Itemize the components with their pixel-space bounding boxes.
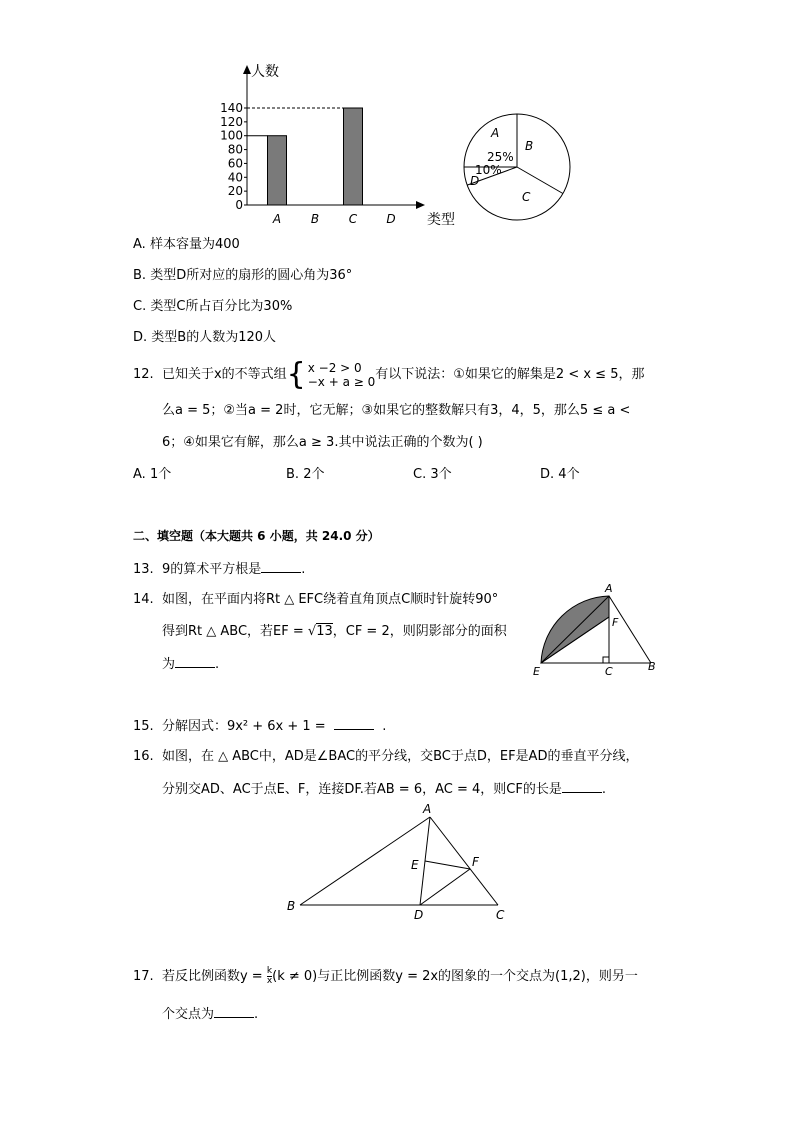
bar-c (344, 108, 363, 205)
bar-a (268, 136, 287, 205)
q11-option-d: D. 类型B的人数为120人 (133, 330, 277, 345)
segment-ef (425, 861, 470, 869)
section-title: 二、填空题（本大题共 6 小题，共 24.0 分） (133, 529, 380, 543)
x-axis-label: 类型 (427, 212, 455, 228)
x-tick-label: B (310, 212, 320, 226)
y-tick-label: 60 (227, 156, 243, 171)
label-a: A (605, 582, 613, 595)
label-a: A (423, 802, 432, 816)
label-c: C (496, 908, 505, 922)
answer-blank[interactable] (261, 560, 301, 573)
pie-label-c: C (522, 190, 531, 204)
label-b: B (287, 899, 296, 913)
q11-option-c: C. 类型C所占百分比为30% (133, 299, 293, 314)
sqrt-argument: 13 (316, 624, 333, 639)
q15: 15. 分解因式：9x² + 6x + 1 = . (133, 719, 387, 734)
right-angle-mark (603, 657, 609, 663)
y-tick-label: 100 (220, 128, 243, 143)
label-f: F (612, 616, 619, 629)
triangle-figure (280, 800, 520, 925)
answer-blank[interactable] (214, 1005, 254, 1018)
y-tick-label: 120 (220, 114, 243, 129)
pie-chart (455, 105, 580, 230)
q17-line1: 17. 若反比例函数y = $\frac{k}{x}$ (k ≠ 0)与正比例函数y = 2x的图象的一个交点为(1,2)，则另一 (133, 966, 638, 986)
q17-line2: 个交点为 . (162, 1007, 259, 1022)
q11-option-a: A. 样本容量为400 (133, 237, 240, 252)
y-axis-label: 人数 (251, 64, 279, 80)
label-e: E (411, 858, 419, 872)
label-b: B (648, 660, 656, 673)
q12-option-a: A. 1个 (133, 467, 172, 482)
inequality-system: x −2 > 0 −x + a ≥ 0 (307, 360, 376, 389)
x-tick-label: D (386, 212, 396, 226)
label-f: F (472, 855, 479, 869)
y-tick-label: 0 (235, 198, 243, 212)
q12-option-b: B. 2个 (286, 467, 325, 482)
system-brace: { (286, 356, 306, 392)
pie-label-a: A (491, 126, 500, 140)
q12-line1: 12. 已知关于x的不等式组{ x −2 > 0 −x + a ≥ 0 有以下说法：①如果它的解集是2 < x ≤ 5，那 (133, 356, 645, 392)
sqrt-symbol: √ (307, 624, 317, 639)
segment-ab (609, 596, 651, 663)
pie-label-b: B (525, 139, 534, 153)
rotation-figure (528, 580, 668, 680)
q14-line1: 14. 如图，在平面内将Rt △ EFC绕着直角顶点C顺时针旋转90° (133, 592, 499, 607)
q13: 13. 9的算术平方根是 . (133, 562, 306, 577)
q16-line2: 分别交AD、AC于点E、F，连接DF.若AB = 6，AC = 4，则CF的长是 . (162, 782, 606, 797)
q14-line2: 得到Rt △ ABC，若EF = √13，CF = 2，则阴影部分的面积 (162, 624, 507, 639)
y-tick-label: 80 (227, 142, 243, 157)
q14-line3: 为 . (162, 657, 220, 672)
q12-line3: 6；④如果它有解，那么a ≥ 3.其中说法正确的个数为( ) (162, 435, 483, 450)
pie-percent-d: 10% (475, 163, 502, 177)
q12-option-c: C. 3个 (413, 467, 452, 482)
x-tick-label: C (348, 212, 358, 226)
answer-blank[interactable] (334, 717, 374, 730)
bar-chart (215, 60, 475, 235)
label-c: C (605, 665, 613, 678)
answer-blank[interactable] (562, 780, 602, 793)
label-d: D (414, 908, 424, 922)
q16-line1: 16. 如图，在 △ ABC中，AD是∠BAC的平分线，交BC于点D，EF是AD的垂直平分线， (133, 749, 639, 764)
fraction-k-over-x: $\frac{k}{x}$ (266, 966, 273, 986)
answer-blank[interactable] (175, 655, 215, 668)
x-axis-arrow (416, 201, 425, 209)
label-e: E (533, 665, 540, 678)
y-tick-label: 140 (220, 101, 243, 115)
segment-df (420, 869, 470, 905)
y-tick-label: 40 (227, 170, 243, 185)
pie-label-d: D (470, 174, 480, 188)
q12-option-d: D. 4个 (540, 467, 580, 482)
x-tick-label: A (272, 212, 282, 226)
segment-ac (430, 817, 498, 905)
q12-number: 12. (133, 367, 154, 382)
pie-percent-a: 25% (487, 150, 514, 164)
q12-line2: 么a = 5；②当a = 2时，它无解；③如果它的整数解只有3，4，5，那么5 ≤ a < (162, 403, 631, 418)
y-axis-arrow (243, 65, 251, 74)
y-tick-label: 20 (227, 184, 243, 199)
q11-option-b: B. 类型D所对应的扇形的圆心角为36° (133, 268, 353, 283)
